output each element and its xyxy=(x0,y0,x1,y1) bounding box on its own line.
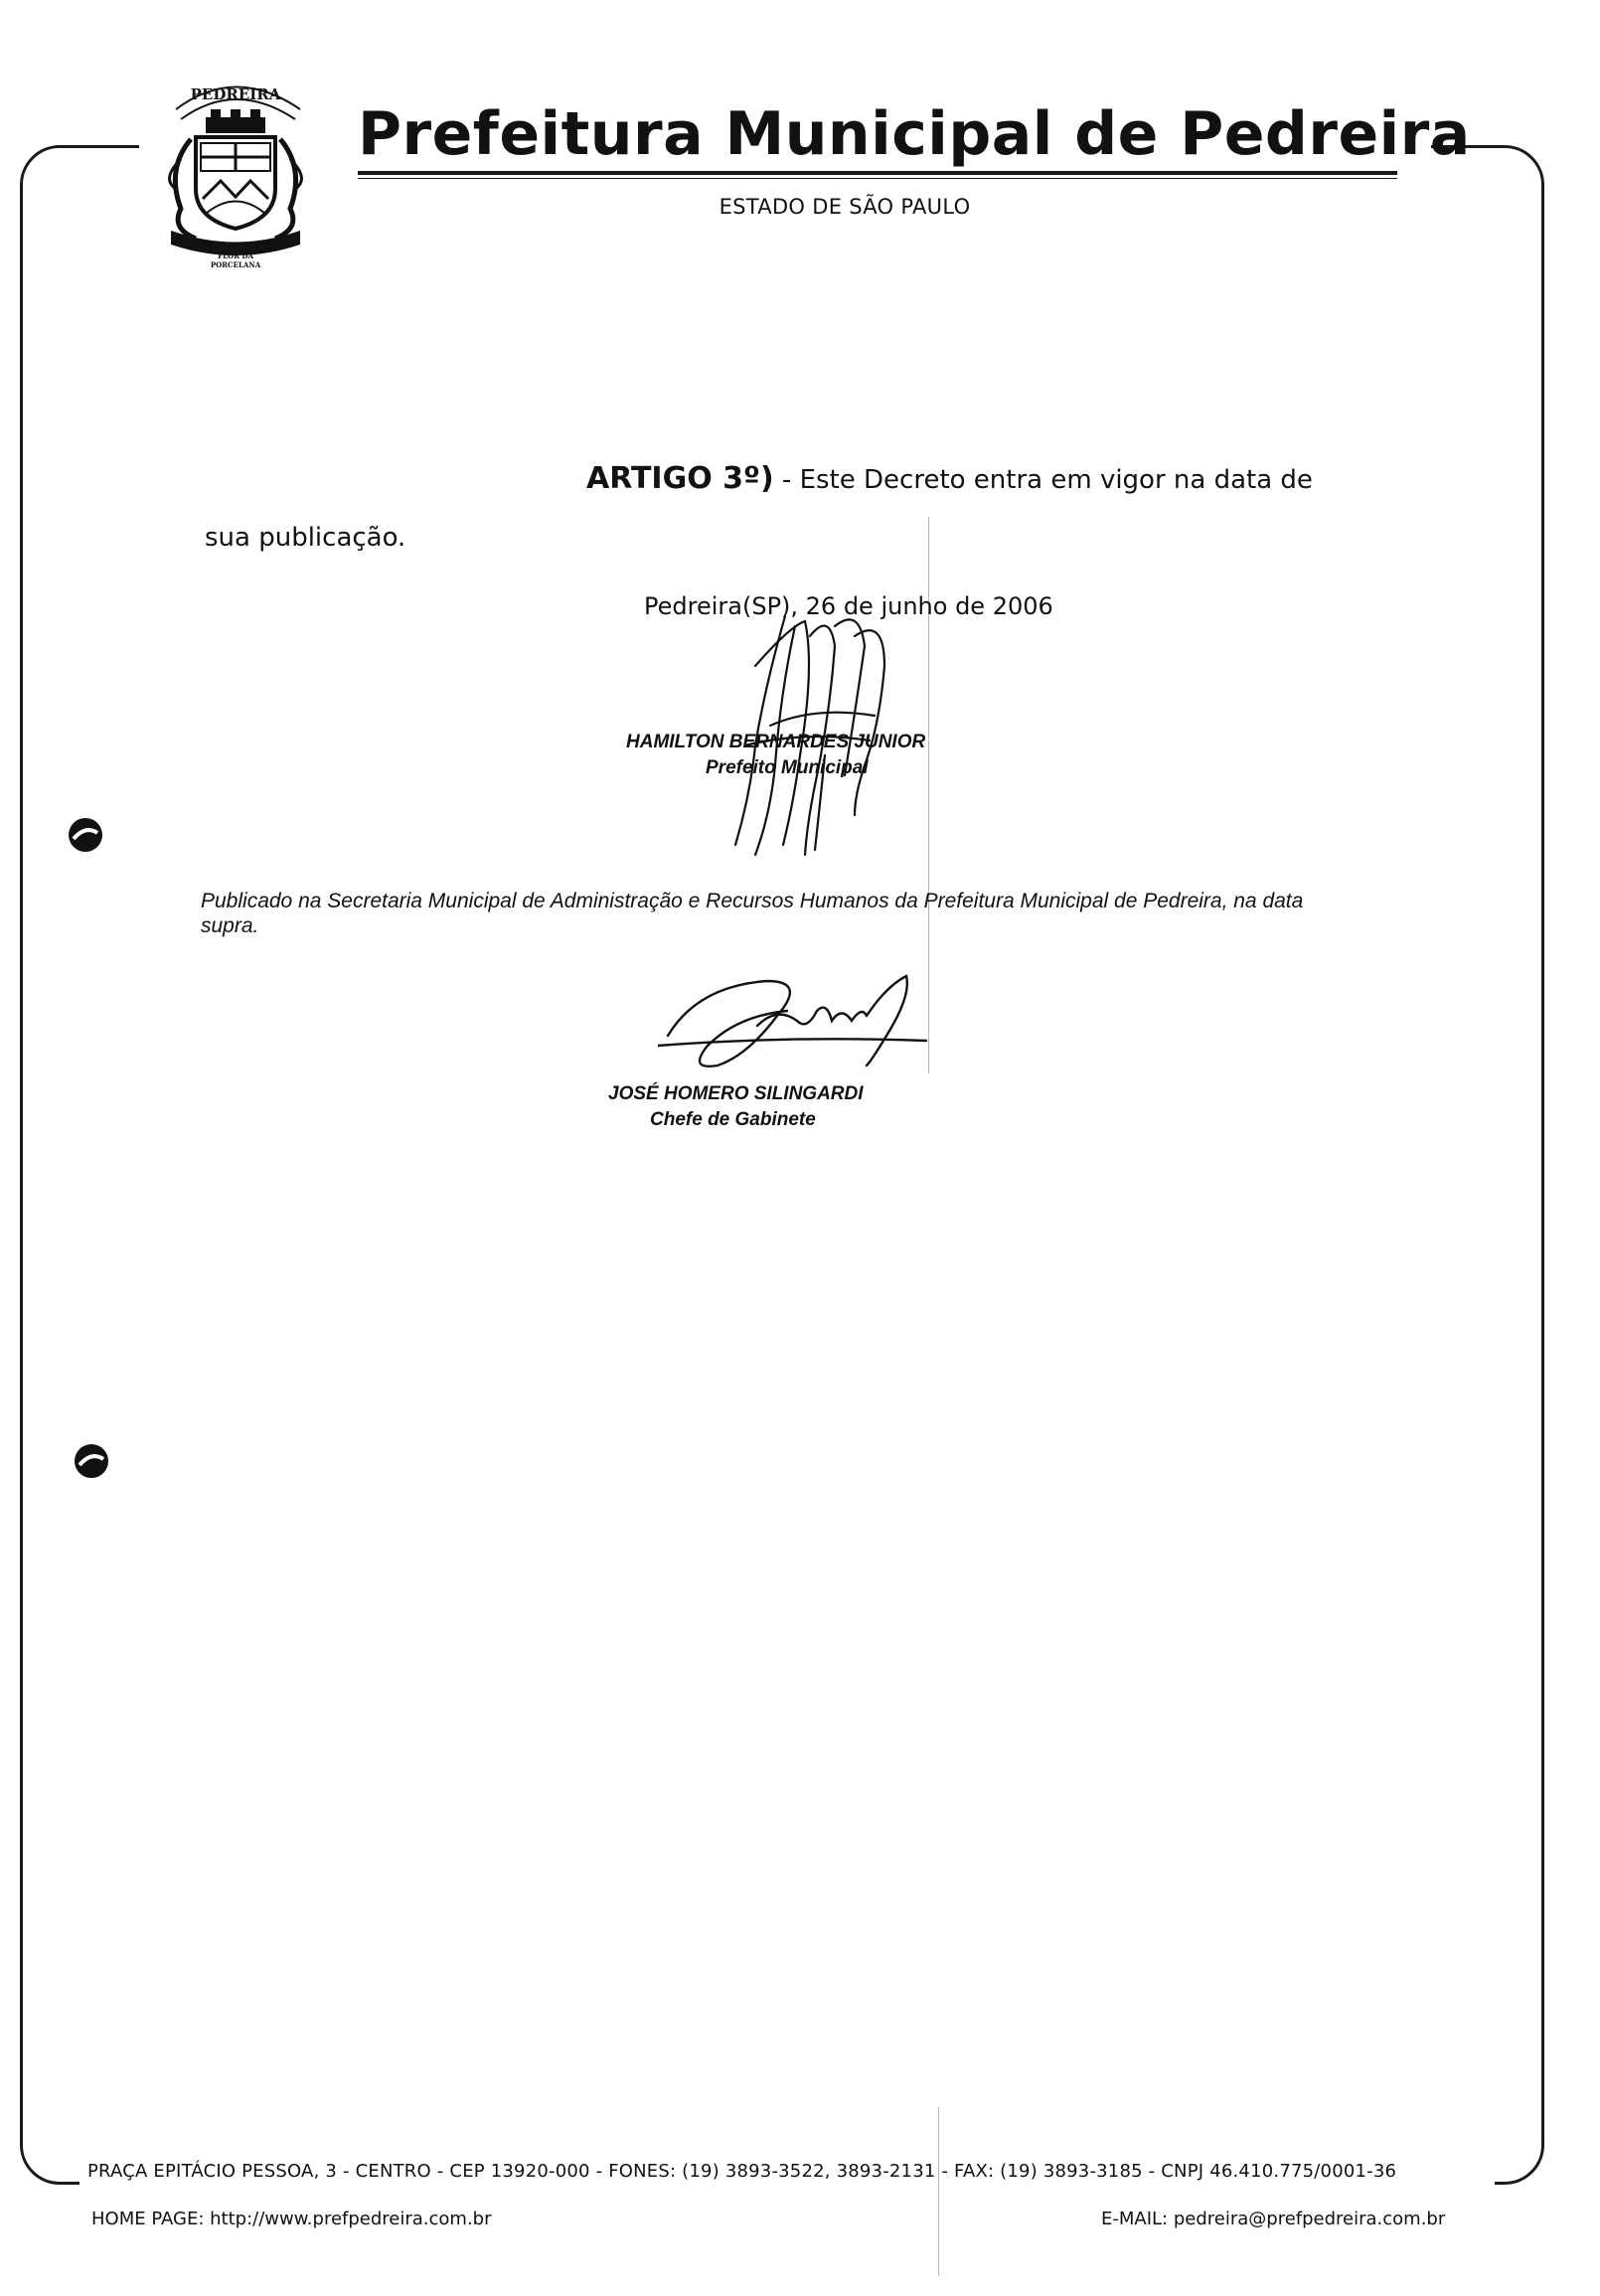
publication-note: Publicado na Secretaria Municipal de Administração e Recursos Humanos da Prefeitura Municipal de Pedreira, na data supra. xyxy=(201,890,1304,937)
footer-home-page: HOME PAGE: http://www.prefpedreira.com.br xyxy=(91,2209,492,2229)
article-text: - Este Decreto entra em vigor na data de xyxy=(773,465,1313,495)
chief-title: Chefe de Gabinete xyxy=(650,1109,816,1130)
footer-address: PRAÇA EPITÁCIO PESSOA, 3 - CENTRO - CEP 13920-000 - FONES: (19) 3893-3522, 3893-2131 - FAX: (19) 3893-3185 - CNPJ 46.410.775/0001-36 xyxy=(87,2161,1397,2182)
crest-banner-top: PEDREIRA xyxy=(190,85,281,103)
article-paragraph xyxy=(586,461,1313,496)
chief-signature-icon xyxy=(658,966,946,1075)
scan-artifact-line xyxy=(938,2107,939,2276)
article-label: ARTIGO 3º) xyxy=(586,461,774,496)
footer-email: E-MAIL: pedreira@prefpedreira.com.br xyxy=(1101,2209,1446,2229)
article-continuation: sua publicação. xyxy=(205,523,406,553)
punch-hole-icon xyxy=(66,815,105,855)
punch-hole-icon xyxy=(72,1441,111,1481)
mayor-signature-icon xyxy=(696,606,924,865)
crest-banner-bottom-1: FLOR DA xyxy=(218,251,253,260)
mayor-name: HAMILTON BERNARDES JUNIOR xyxy=(626,732,926,752)
crest-banner-bottom-2: PORCELANA xyxy=(210,260,261,268)
place-date: Pedreira(SP), 26 de junho de 2006 xyxy=(644,592,1053,620)
page-title: Prefeitura Municipal de Pedreira xyxy=(358,99,1471,169)
title-underline-thin xyxy=(358,178,1397,179)
page-subtitle: ESTADO DE SÃO PAULO xyxy=(719,195,971,219)
title-underline xyxy=(358,171,1397,175)
municipal-crest-icon xyxy=(151,70,320,268)
mayor-title: Prefeito Municipal xyxy=(706,757,869,778)
page-frame xyxy=(20,145,1544,2185)
chief-name: JOSÉ HOMERO SILINGARDI xyxy=(608,1083,864,1104)
